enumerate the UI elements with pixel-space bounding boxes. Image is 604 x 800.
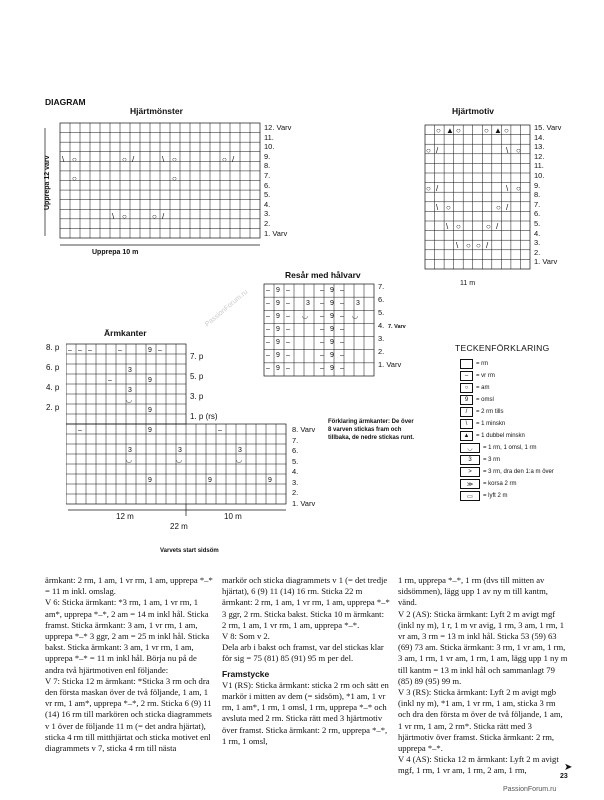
rib-row-1: 1. Varv	[378, 360, 402, 369]
hp-row-8: 8.	[264, 161, 271, 171]
svg-text:–: –	[108, 377, 112, 384]
svg-text:○: ○	[466, 241, 471, 250]
legend-symbol	[460, 359, 473, 369]
svg-text:○: ○	[496, 203, 501, 212]
legend-item	[460, 478, 554, 490]
svg-text:–: –	[320, 339, 324, 346]
hp-row-1: 1. Varv	[264, 228, 288, 238]
svg-text:9: 9	[276, 313, 280, 320]
legend-text: = 3 rm	[483, 457, 501, 463]
sleeve-row-8: 8. Varv	[292, 425, 316, 434]
hp-row-12: 12. Varv	[264, 123, 292, 132]
svg-text:9: 9	[208, 477, 212, 484]
legend-text: = am	[476, 385, 490, 391]
rib-title: Resår med hålvarv	[285, 270, 361, 280]
legend-item	[460, 394, 554, 406]
hm-row-5: 5.	[534, 218, 541, 228]
legend-symbol: ▲	[460, 431, 473, 441]
svg-text:–: –	[266, 287, 270, 294]
svg-text:–: –	[320, 365, 324, 372]
heart-pattern-chart	[40, 118, 270, 258]
sleeve-right-5: 5. p	[190, 372, 204, 381]
svg-text:○: ○	[436, 126, 441, 135]
rib-row-4: 4.	[378, 321, 385, 330]
hp-row-10: 10.	[264, 142, 275, 152]
hm-row-1: 1. Varv	[534, 257, 558, 267]
svg-text:–: –	[88, 347, 92, 354]
svg-text:9: 9	[148, 427, 152, 434]
svg-text:–: –	[266, 352, 270, 359]
legend-item	[460, 490, 554, 502]
svg-text:9: 9	[330, 287, 334, 294]
hm-row-7: 7.	[534, 199, 541, 209]
svg-text:◡: ◡	[352, 313, 359, 320]
sleeve-right-3: 3. p	[190, 392, 204, 401]
svg-text:9: 9	[148, 377, 152, 384]
hp-sym-1: \	[62, 155, 65, 164]
svg-text:–: –	[118, 347, 122, 354]
legend-item	[460, 418, 554, 430]
svg-text:–: –	[340, 339, 344, 346]
rib-row-6: 6.	[378, 295, 385, 304]
svg-text:–: –	[286, 287, 290, 294]
sleeve-row-7: 7.	[292, 435, 299, 445]
svg-text:–: –	[320, 313, 324, 320]
svg-text:/: /	[496, 222, 499, 231]
sleeve-row-4: 4.	[292, 467, 299, 476]
legend-item	[460, 442, 554, 454]
hp-row-3: 3.	[264, 209, 271, 219]
legend-symbol: /	[460, 407, 473, 417]
svg-text:9: 9	[276, 287, 280, 294]
svg-text:◡: ◡	[126, 397, 133, 404]
svg-text:\: \	[112, 212, 115, 221]
legend-symbol: ≫	[460, 479, 480, 489]
legend-item	[460, 370, 554, 382]
hm-row-12: 12.	[534, 151, 545, 161]
sleeve-left-4: 4. p	[46, 383, 60, 392]
svg-text:◡: ◡	[126, 457, 133, 464]
svg-text:–: –	[320, 326, 324, 333]
heart-motif-row-labels	[534, 124, 561, 268]
hp-row-7: 7.	[264, 170, 271, 180]
svg-text:–: –	[78, 427, 82, 434]
sleeve-right-labels	[190, 353, 218, 433]
svg-text:–: –	[286, 365, 290, 372]
svg-text:9: 9	[330, 313, 334, 320]
hm-row-14: 14.	[534, 132, 545, 142]
svg-text:○: ○	[426, 146, 431, 155]
legend-item	[460, 382, 554, 394]
sleeve-chart	[66, 342, 296, 517]
heart-pattern-title: Hjärtmönster	[130, 106, 183, 116]
svg-text:3: 3	[128, 367, 132, 374]
svg-text:–: –	[78, 347, 82, 354]
legend-item	[460, 454, 554, 466]
text-column-2	[222, 575, 390, 747]
hm-row-15: 15. Varv	[534, 123, 562, 132]
legend-text: = 2 rm tills	[476, 409, 504, 415]
svg-text:–: –	[340, 313, 344, 320]
svg-text:◡: ◡	[176, 457, 183, 464]
svg-text:○: ○	[122, 155, 127, 164]
svg-text:9: 9	[148, 477, 152, 484]
hm-row-8: 8.	[534, 190, 541, 200]
hp-row-11: 11.	[264, 132, 274, 142]
svg-text:○: ○	[222, 155, 227, 164]
svg-text:–: –	[286, 352, 290, 359]
svg-text:\: \	[436, 203, 439, 212]
svg-text:9: 9	[276, 339, 280, 346]
svg-text:9: 9	[330, 365, 334, 372]
svg-text:/: /	[486, 241, 489, 250]
hp-row-5: 5.	[264, 190, 271, 200]
hm-row-6: 6.	[534, 209, 541, 219]
front-heading: Framstycke	[222, 668, 270, 679]
legend-text: = rm	[476, 361, 489, 367]
svg-text:–: –	[320, 300, 324, 307]
legend-item	[460, 466, 554, 478]
legend-item	[460, 358, 554, 370]
sleeve-width-left: 12 m	[116, 512, 134, 521]
watermark-diagonal: PassionForum.ru	[203, 288, 250, 329]
svg-text:9: 9	[268, 477, 272, 484]
sleeve-row-5: 5.	[292, 456, 299, 466]
hm-row-4: 4.	[534, 228, 541, 238]
svg-text:–: –	[340, 365, 344, 372]
legend-text: = 1 minskn	[476, 421, 506, 427]
svg-text:–: –	[266, 339, 270, 346]
legend-text: = 3 rm, dra den 1:a m över	[483, 469, 554, 475]
sleeve-lower-labels	[292, 426, 315, 510]
hm-row-13: 13.	[534, 142, 545, 152]
page-number: 23	[560, 773, 568, 780]
svg-text:○: ○	[172, 155, 177, 164]
hp-repeat-stitches: Upprepa 10 m	[92, 249, 139, 256]
rib-row-7: 7.	[378, 282, 385, 291]
legend-text: = vr rm	[476, 373, 495, 379]
sleeve-start: Varvets start sidsöm	[160, 548, 219, 554]
svg-text:◡: ◡	[236, 457, 243, 464]
arrow-icon: ➤	[564, 762, 573, 773]
rib-row-2: 2.	[378, 347, 385, 356]
svg-text:3: 3	[306, 300, 310, 307]
svg-text:–: –	[286, 326, 290, 333]
svg-text:–: –	[266, 326, 270, 333]
svg-text:\: \	[506, 184, 509, 193]
svg-text:○: ○	[172, 174, 177, 183]
svg-text:○: ○	[72, 174, 77, 183]
svg-text:–: –	[340, 352, 344, 359]
sleeve-right-1: 1. p (rs)	[190, 412, 218, 421]
svg-text:–: –	[340, 287, 344, 294]
svg-text:○: ○	[122, 212, 127, 221]
svg-text:–: –	[286, 313, 290, 320]
legend-text: = korsa 2 rm	[483, 481, 517, 487]
heart-motif-width: 11 m	[460, 280, 476, 287]
legend-text: = omsl	[476, 397, 494, 403]
svg-text:○: ○	[516, 184, 521, 193]
heart-pattern-row-labels	[264, 124, 291, 239]
svg-text:\: \	[456, 241, 459, 250]
sleeve-row-6: 6.	[292, 446, 299, 455]
svg-text:–: –	[266, 365, 270, 372]
legend-item	[460, 430, 554, 442]
legend-list	[460, 358, 554, 502]
legend-text: = 1 dubbel minskn	[476, 433, 525, 439]
legend-item	[460, 406, 554, 418]
hp-row-9: 9.	[264, 151, 271, 161]
hm-row-11: 11.	[534, 161, 544, 171]
svg-text:–: –	[68, 347, 72, 354]
svg-text:9: 9	[148, 347, 152, 354]
svg-text:○: ○	[446, 203, 451, 212]
svg-text:–: –	[340, 300, 344, 307]
svg-text:○: ○	[486, 222, 491, 231]
svg-text:3: 3	[128, 387, 132, 394]
svg-text:○: ○	[456, 126, 461, 135]
sleeve-width-right: 10 m	[224, 512, 242, 521]
hm-row-9: 9.	[534, 180, 541, 190]
svg-text:/: /	[162, 212, 165, 221]
svg-text:–: –	[218, 427, 222, 434]
sleeve-left-labels	[46, 344, 59, 424]
svg-text:▲: ▲	[446, 126, 454, 135]
sleeve-note: Förklaring ärmkanter: De över 8 varven stickas fram och tillbaka, de nedre stickas runt.	[328, 419, 415, 441]
sleeve-row-2: 2.	[292, 488, 299, 497]
svg-text:9: 9	[330, 300, 334, 307]
svg-text:○: ○	[426, 184, 431, 193]
sleeve-left-6: 6. p	[46, 363, 60, 372]
sleeve-row-3: 3.	[292, 477, 299, 487]
text-column-3: 1 rm, upprepa *–*, 1 rm (dvs till mitten av sidsömmen), lägg upp 1 av ny m till kantm, vänd. V 2 (AS): Sticka ärmkant: Lyft 2 m avigt mgf (inkl ny m), 1 r, 1 m vr avig, 1 rm, 3 am, 1 rm, 1 vr am, 3 rm = 13 m inkl hål. Sticka 53 (59) 63 (69) 73 am. Sticka ärmkant: 3 rm, 1 vr am, 1 rm, 3 am, 1 rm, 1 vr am, 1 rm, 1 am, lägg upp 1 ny m till kantm = 13 m inkl hål och sammanlagt 79 (85) 89 (95) 99 m. V 3 (RS): Sticka ärmkant: Lyft 2 m avigt mgb (inkl ny m), *1 am, 1 vr rm, 1 am, sticka 3 rm och dra den första m över de två följande, 1 am, 1 vr rm, 1 am, 2 rm*. Sticka rätt med 3 hjärtmotiv över framst. Sticka ärmkant: 2 rm, upprepa *–*. V 4 (AS): Sticka 12 m ärmkant: Lyft 2 m avigt mgf, 1 rm, 1 vr am, 1 rm, 2 am, 1 rm,	[398, 575, 568, 776]
hp-row-4: 4.	[264, 199, 271, 209]
svg-text:9: 9	[148, 407, 152, 414]
hm-row-3: 3.	[534, 238, 541, 248]
svg-text:–: –	[286, 300, 290, 307]
hp-row-6: 6.	[264, 180, 271, 190]
svg-text:–: –	[320, 352, 324, 359]
col2b-text: V1 (RS): Sticka ärmkant: sticka 2 rm och sätt en markör i mitten av dem (= sidsöm), *1 am, 1 vr rm, 1 am*, 1 rm, 1 omsl, 1 rm, upprepa *–* och avsluta med 2 rm. Sticka rätt med 3 hjärtmotiv över framst. Sticka ärmkant: 2 rm, upprepa *–*, 1 rm, 1 omsl,	[222, 679, 389, 746]
svg-text:/: /	[132, 155, 135, 164]
sleeve-left-8: 8. p	[46, 343, 60, 352]
svg-text:○: ○	[152, 212, 157, 221]
rib-row-5: 5.	[378, 308, 385, 317]
legend-symbol: ○	[460, 383, 473, 393]
svg-text:3: 3	[178, 447, 182, 454]
text-column-1: ärmkant: 2 rm, 1 am, 1 vr rm, 1 am, upprepa *–* = 11 m inkl. omslag. V 6: Sticka ärmkant: *3 rm, 1 am, 1 vr rm, 1 am*, upprepa *–*, 2 am = 14 m inkl hål. Sticka framst. Sticka ärmkant: 3 am, 1 vr rm, 1 am, upprepa *–* 3 ggr, 2 am = 25 m inkl hål. Sticka bakst. Sticka ärmkant: 3 am, 1 vr rm, 1 am, upprepa *–* = 11 m inkl hål. Börja nu på de andra två hjärtmotiven enl följande: V 7: Sticka 12 m ärmkant: *Sticka 3 rm och dra den första maskan över de två följande, 1 am, 1 vr rm, 1 am*, upprepa *–*, 2 rm. Sticka 6 (9) 11 (14) 16 rm till markören och sticka diagrammets v 1 över de följande 11 m (= det andra hjärtat), sticka 4 rm till mitthjärtat och sticka motivet enl diagrammets v 7, sticka 4 rm till nästa	[45, 575, 213, 754]
heart-motif-title: Hjärtmotiv	[452, 106, 495, 116]
rib-row-3: 3.	[378, 334, 385, 343]
svg-text:▲: ▲	[494, 126, 502, 135]
svg-text:9: 9	[330, 326, 334, 333]
svg-text:–: –	[340, 326, 344, 333]
svg-text:○: ○	[484, 126, 489, 135]
legend-symbol: 3	[460, 455, 480, 465]
svg-text:–: –	[286, 339, 290, 346]
svg-text:9: 9	[276, 352, 280, 359]
hp-repeat-rows: Upprepa 12 varv	[44, 155, 51, 210]
heart-motif-chart	[420, 122, 535, 277]
legend-symbol: >	[460, 467, 480, 477]
sleeve-title: Ärmkanter	[104, 328, 147, 338]
svg-text:–: –	[266, 313, 270, 320]
hm-row-10: 10.	[534, 170, 545, 180]
legend-symbol: ▭	[460, 491, 480, 501]
svg-text:9: 9	[276, 365, 280, 372]
legend-symbol: ◡	[460, 443, 480, 453]
svg-text:9: 9	[276, 300, 280, 307]
svg-text:\: \	[446, 222, 449, 231]
svg-text:○: ○	[504, 126, 509, 135]
svg-text:/: /	[506, 203, 509, 212]
svg-text:3: 3	[356, 300, 360, 307]
sleeve-row-1: 1. Varv	[292, 498, 316, 508]
svg-text:/: /	[436, 146, 439, 155]
sleeve-left-2: 2. p	[46, 403, 60, 412]
svg-text:○: ○	[476, 241, 481, 250]
svg-text:○: ○	[516, 146, 521, 155]
svg-text:9: 9	[276, 326, 280, 333]
svg-text:\: \	[506, 146, 509, 155]
svg-text:–: –	[320, 287, 324, 294]
svg-text:/: /	[436, 184, 439, 193]
svg-text:○: ○	[72, 155, 77, 164]
sleeve-right-7: 7. p	[190, 352, 204, 361]
diagram-heading: DIAGRAM	[45, 97, 86, 107]
svg-text:○: ○	[456, 222, 461, 231]
watermark: PassionForum.ru	[503, 786, 557, 793]
rib-varv-7: 7. Varv	[388, 324, 406, 330]
legend-title: TECKENFÖRKLARING	[455, 343, 550, 353]
svg-text:9: 9	[330, 352, 334, 359]
hp-row-2: 2.	[264, 218, 271, 228]
svg-text:◡: ◡	[302, 313, 309, 320]
svg-text:9: 9	[330, 339, 334, 346]
svg-text:–: –	[158, 347, 162, 354]
hp-sym-2: \	[162, 155, 165, 164]
legend-symbol: –	[460, 371, 473, 381]
hm-row-2: 2.	[534, 247, 541, 257]
svg-text:–: –	[266, 300, 270, 307]
legend-symbol: \	[460, 419, 473, 429]
svg-text:3: 3	[128, 447, 132, 454]
svg-text:/: /	[232, 155, 235, 164]
legend-text: = 1 rm, 1 omsl, 1 rm	[483, 445, 537, 451]
legend-symbol: 9	[460, 395, 473, 405]
sleeve-width-total: 22 m	[170, 522, 188, 531]
col2-text: markör och sticka diagrammets v 1 (= det tredje hjärtat), 6 (9) 11 (14) 16 rm. Sticka 22 m ärmkant: 2 rm, 1 am, 1 vr rm, 1 am, upprepa *–* 3 ggr, 2 rm. Sticka bakst. Sticka 10 m ärmkant: 2 rm, 1 am, 1 vr rm, 1 am, upprepa *–*. V 8: Som v 2. Dela arb i bakst och framst, var del stickas klar för sig = 75 (81) 85 (91) 95 m per del.	[222, 575, 390, 664]
svg-text:3: 3	[238, 447, 242, 454]
legend-text: = lyft 2 m	[483, 493, 508, 499]
